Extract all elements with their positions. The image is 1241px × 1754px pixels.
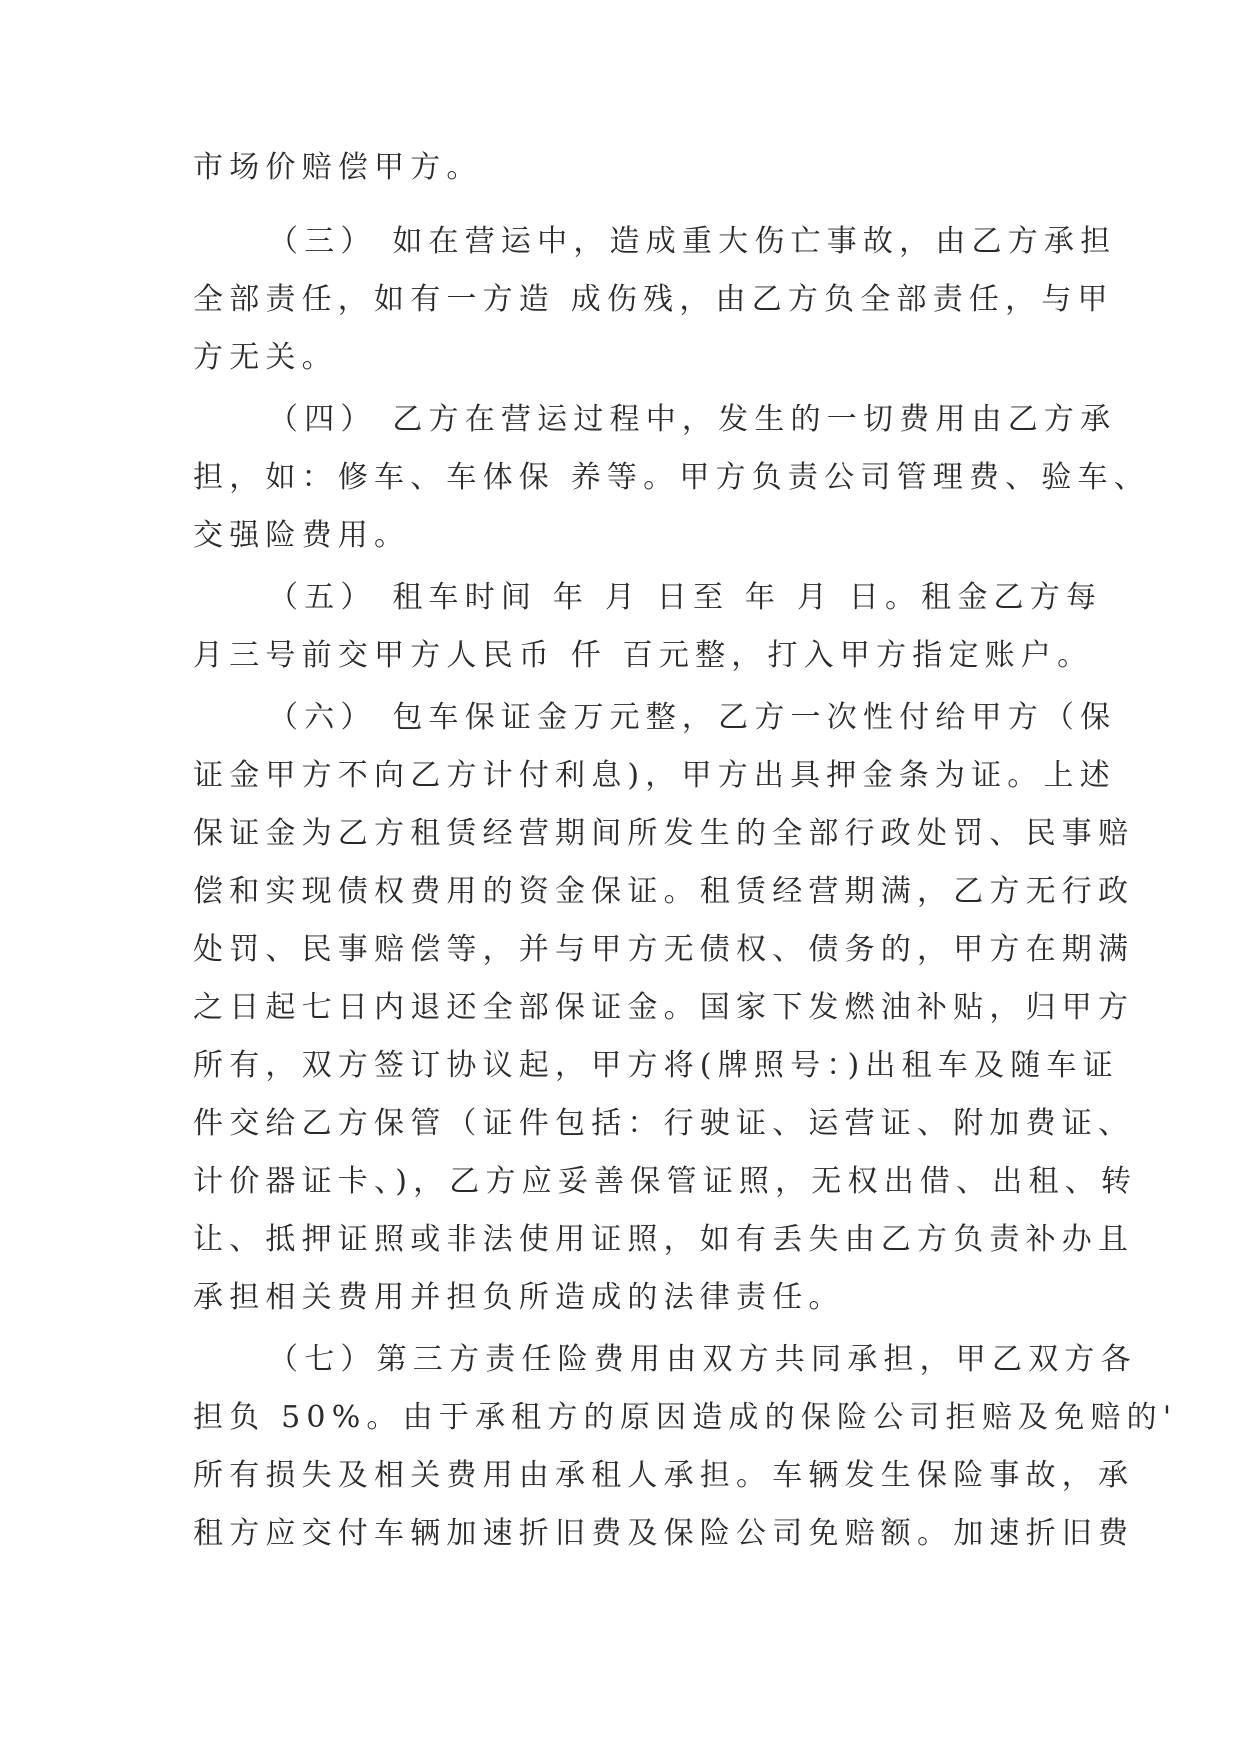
text-line: 所有，双方签订协议起，甲方将(牌照号：)出租车及随车证 xyxy=(193,1048,1119,1083)
text-line: 之日起七日内退还全部保证金。国家下发燃油补贴，归甲方 xyxy=(193,990,1135,1025)
text-line: 处罚、民事赔偿等，并与甲方无债权、债务的，甲方在期满 xyxy=(193,932,1135,967)
text-line: 担，如：修车、车体保 养等。甲方负责公司管理费、验车、 xyxy=(193,460,1150,495)
text-line: 保证金为乙方租赁经营期间所发生的全部行政处罚、民事赔 xyxy=(193,816,1135,851)
text-line: 偿和实现债权费用的资金保证。租赁经营期满，乙方无行政 xyxy=(193,874,1135,909)
text-line: （七）第三方责任险费用由双方共同承担，甲乙双方各 xyxy=(268,1342,1137,1377)
text-line: 租方应交付车辆加速折旧费及保险公司免赔额。加速折旧费 xyxy=(193,1516,1135,1551)
text-line: 证金甲方不向乙方计付利息)，甲方出具押金条为证。上述 xyxy=(193,758,1116,793)
text-line: 月三号前交甲方人民币 仟 百元整，打入甲方指定账户。 xyxy=(193,638,1094,673)
text-line: 交强险费用。 xyxy=(193,518,411,553)
text-line: 件交给乙方保管（证件包括：行驶证、运营证、附加费证、 xyxy=(193,1106,1135,1141)
text-line: （四） 乙方在营运过程中，发生的一切费用由乙方承 xyxy=(268,402,1117,437)
text-line: 市场价赔偿甲方。 xyxy=(193,150,483,185)
text-line: 让、抵押证照或非法使用证照，如有丢失由乙方负责补办且 xyxy=(193,1222,1135,1257)
text-line: 担负 50%。由于承租方的原因造成的保险公司拒赔及免赔的' xyxy=(193,1400,1178,1435)
text-line: （五） 租车时间 年 月 日至 年 月 日。租金乙方每 xyxy=(268,580,1103,615)
text-line: 计价器证卡、)，乙方应妥善保管证照，无权出借、出租、转 xyxy=(193,1164,1138,1199)
text-line: 所有损失及相关费用由承租人承担。车辆发生保险事故，承 xyxy=(193,1458,1135,1493)
text-line: （六） 包车保证金万元整，乙方一次性付给甲方（保 xyxy=(268,700,1117,735)
text-line: 全部责任，如有一方造 成伤残，由乙方负全部责任，与甲 xyxy=(193,282,1114,317)
text-line: （三） 如在营运中，造成重大伤亡事故，由乙方承担 xyxy=(268,224,1117,259)
text-line: 承担相关费用并担负所造成的法律责任。 xyxy=(193,1280,845,1315)
text-line: 方无关。 xyxy=(193,340,338,375)
